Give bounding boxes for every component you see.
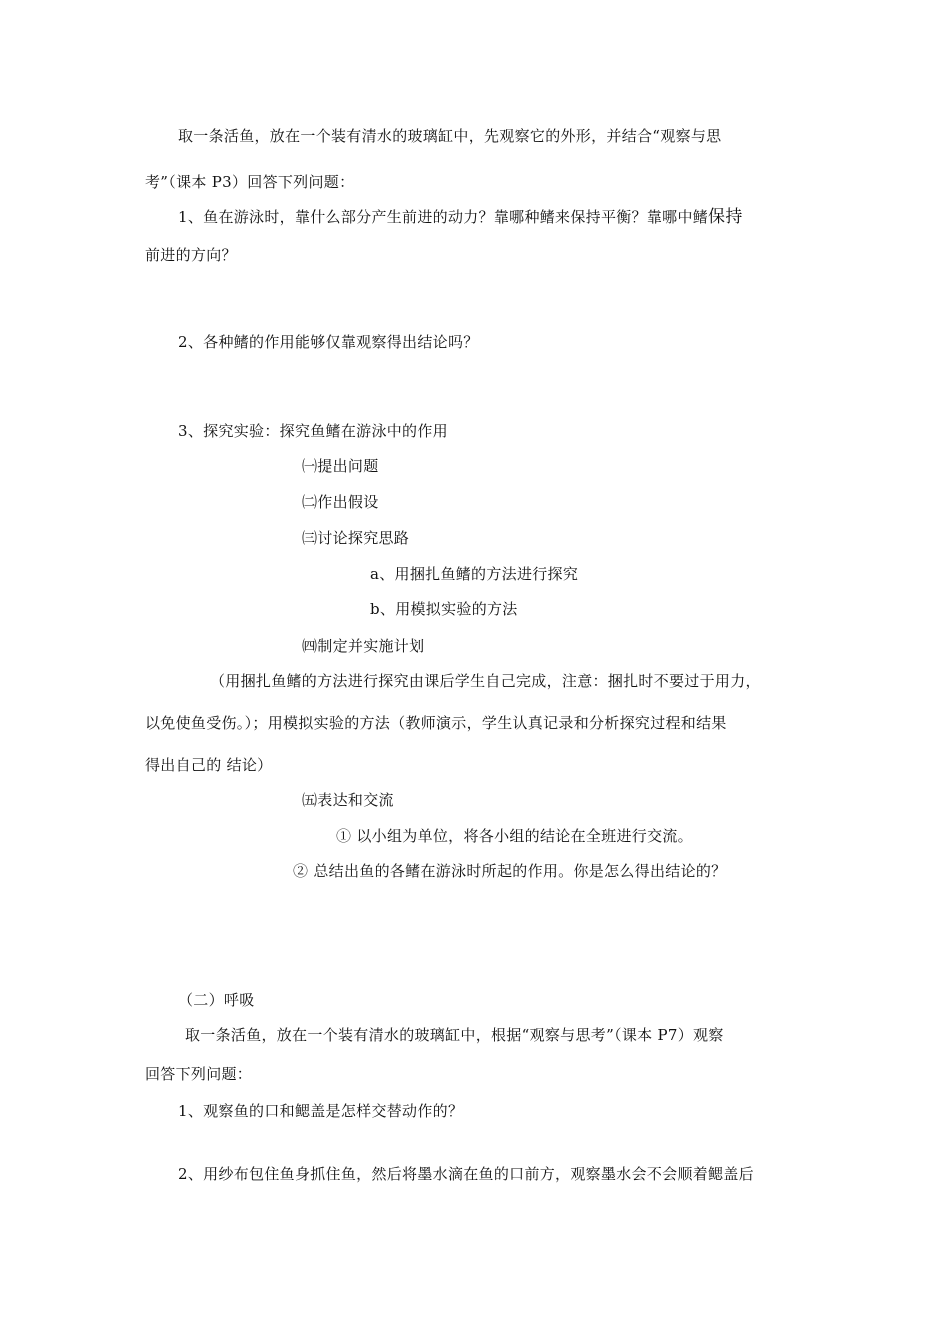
question-2: 2、各种鳍的作用能够仅靠观察得出结论吗？ <box>178 333 479 351</box>
section-2-intro-line-2: 回答下列问题： <box>145 1065 253 1083</box>
step-5: ㈤表达和交流 <box>302 791 394 809</box>
step-2: ㈡作出假设 <box>302 493 379 511</box>
note-line-1: （用捆扎鱼鳍的方法进行探究由课后学生自己完成，注意：捆扎时不要过于用力， <box>210 672 761 690</box>
paragraph-intro-line-2: 考”（课本 P3）回答下列问题： <box>145 173 355 191</box>
step-3: ㈢讨论探究思路 <box>302 529 410 547</box>
note-line-2: 以免使鱼受伤。）；用模拟实验的方法（教师演示，学生认真记录和分析探究过程和结果 <box>145 714 727 732</box>
step-4: ㈣制定并实施计划 <box>302 637 425 655</box>
question-1-text: 1、鱼在游泳时，靠什么部分产生前进的动力？靠哪种鳍来保持平衡？靠哪中鳍 <box>178 208 709 226</box>
step-3-item-a: a、用捆扎鱼鳍的方法进行探究 <box>370 565 579 583</box>
note-line-3: 得出自己的 结论） <box>145 756 273 774</box>
step-5-item-2: ② 总结出鱼的各鳍在游泳时所起的作用。你是怎么得出结论的？ <box>293 862 727 880</box>
section-2-question-1: 1、观察鱼的口和鳃盖是怎样交替动作的？ <box>178 1102 464 1120</box>
section-2-intro-line-1: 取一条活鱼，放在一个装有清水的玻璃缸中，根据“观察与思考”（课本 P7）观察 <box>185 1026 724 1044</box>
step-3-item-b: b、用模拟实验的方法 <box>370 600 518 618</box>
step-1: ㈠提出问题 <box>302 457 379 475</box>
question-1-line-1 <box>178 207 743 227</box>
question-1-text-large: 保持 <box>708 207 743 227</box>
paragraph-intro-line-1: 取一条活鱼，放在一个装有清水的玻璃缸中，先观察它的外形，并结合“观察与思 <box>178 127 722 145</box>
question-1-line-2: 前进的方向？ <box>145 246 237 264</box>
section-2-question-2: 2、用纱布包住鱼身抓住鱼，然后将墨水滴在鱼的口前方，观察墨水会不会顺着鳃盖后 <box>178 1165 754 1183</box>
section-2-heading: （二）呼吸 <box>178 991 255 1009</box>
question-3: 3、探究实验：探究鱼鳍在游泳中的作用 <box>178 422 448 440</box>
step-5-item-1: ① 以小组为单位，将各小组的结论在全班进行交流。 <box>336 827 693 845</box>
